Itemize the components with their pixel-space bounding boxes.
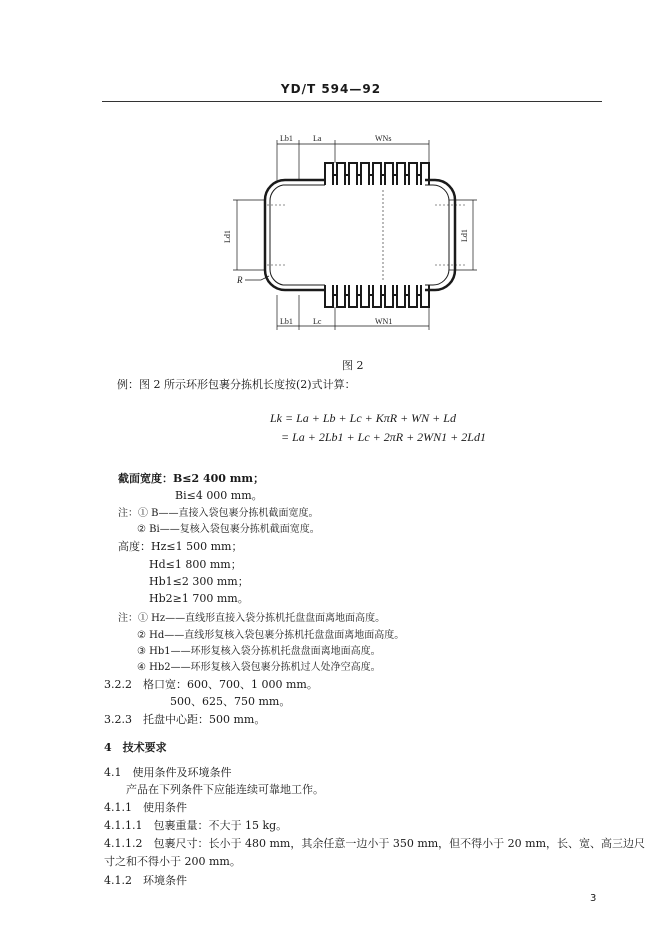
label-wn-top: WNs: [375, 134, 392, 143]
label-ld1-right: Ld1: [460, 229, 469, 242]
label-la-top: La: [313, 134, 322, 143]
page-number: 3: [590, 893, 597, 904]
height-line-3: Hb1≤2 300 mm；: [149, 575, 249, 588]
page-header: YD/T 594—92: [280, 82, 382, 96]
section-3-2-2-cont: 500、625、750 mm。: [170, 695, 291, 708]
width-line-1: 截面宽度：B≤2 400 mm；: [118, 472, 265, 485]
section-3-2-3: 3.2.3 托盘中心距：500 mm。: [104, 713, 266, 726]
height-note-4: ④ Hb2——环形复核入袋包裹分拣机过人处净空高度。: [137, 662, 381, 673]
section-4-1-1: 4.1.1 使用条件: [104, 801, 187, 814]
conveyor-outline: [265, 180, 455, 290]
example-line: 例：图 2 所示环形包裹分拣机长度按(2)式计算：: [117, 378, 356, 391]
section-4-heading: 4 技术要求: [104, 741, 167, 754]
width-note-1: 注：① B——直接入袋包裹分拣机截面宽度。: [118, 508, 319, 519]
section-4-1-1-1: 4.1.1.1 包裹重量：不大于 15 kg。: [104, 819, 288, 832]
conveyor-diagram: [225, 130, 485, 345]
section-4-1-1-2: 4.1.1.2 包裹尺寸：长小于 480 mm，其余任意一边小于 350 mm，但不得小于 20 mm，长、宽、高三边尺: [104, 837, 646, 850]
label-ld1-left: Ld1: [223, 230, 232, 243]
height-note-1: 注：① Hz——直线形直接入袋分拣机托盘盘面离地面高度。: [118, 613, 386, 624]
section-4-1-1-2-cont: 寸之和不得小于 200 mm。: [104, 855, 241, 868]
label-wn-bottom: WN1: [375, 317, 393, 326]
width-note-2: ② Bi——复核入袋包裹分拣机截面宽度。: [137, 524, 320, 535]
figure-caption: 图 2: [342, 359, 364, 372]
header-rule: [102, 101, 602, 102]
label-lc-bottom: Lc: [313, 317, 322, 326]
height-line-4: Hb2≥1 700 mm。: [149, 592, 249, 605]
height-line-2: Hd≤1 800 mm；: [149, 558, 242, 571]
label-lb1-bottom: Lb1: [280, 317, 293, 326]
height-note-3: ③ Hb1——环形复核入袋分拣机托盘盘面离地面高度。: [137, 646, 381, 657]
top-chutes: [325, 163, 429, 185]
section-4-1-text: 产品在下列条件下应能连续可靠地工作。: [126, 783, 324, 796]
section-4-1: 4.1 使用条件及环境条件: [104, 766, 232, 779]
bottom-chutes: [325, 285, 429, 307]
height-note-2: ② Hd——直线形复核入袋包裹分拣机托盘盘面离地面高度。: [137, 630, 405, 641]
label-lb1-top: Lb1: [280, 134, 293, 143]
section-4-1-2: 4.1.2 环境条件: [104, 874, 187, 887]
formula-line-1: Lk = La + Lb + Lc + KπR + WN + Ld: [270, 411, 456, 425]
label-r: R: [237, 275, 243, 285]
formula-line-2: = La + 2Lb1 + Lc + 2πR + 2WN1 + 2Ld1: [281, 430, 486, 444]
section-3-2-2: 3.2.2 格口宽：600、700、1 000 mm。: [104, 678, 318, 691]
width-line-2: Bi≤4 000 mm。: [175, 489, 263, 502]
height-line-1: 高度：Hz≤1 500 mm；: [118, 540, 243, 553]
